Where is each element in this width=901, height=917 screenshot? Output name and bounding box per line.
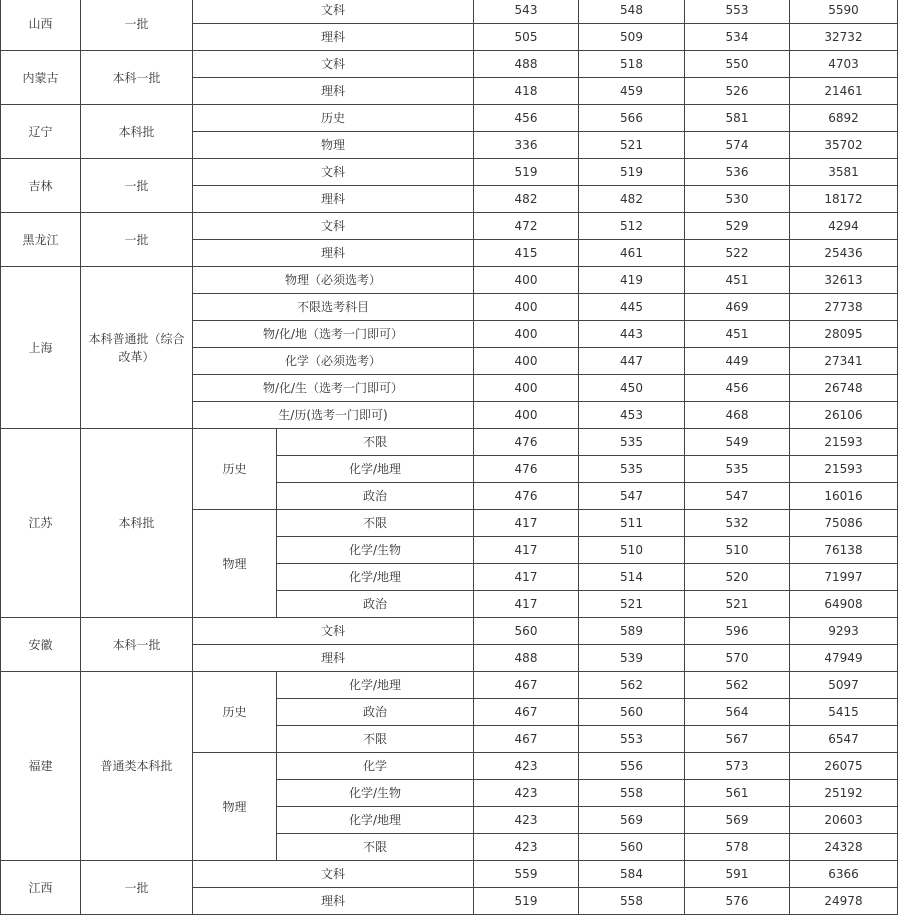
province-cell: 江苏 xyxy=(1,429,81,618)
table-row xyxy=(1,159,898,186)
min-score-cell: 559 xyxy=(474,861,579,888)
max-score-cell: 469 xyxy=(685,294,790,321)
rank-cell: 26748 xyxy=(790,375,898,402)
batch-cell: 本科一批 xyxy=(81,51,193,105)
rank-cell: 64908 xyxy=(790,591,898,618)
rank-cell: 6892 xyxy=(790,105,898,132)
rank-cell: 5590 xyxy=(790,0,898,24)
avg-score-cell: 519 xyxy=(579,159,685,186)
subject-cell: 文科 xyxy=(193,159,474,186)
max-score-cell: 526 xyxy=(685,78,790,105)
batch-cell: 本科批 xyxy=(81,105,193,159)
rank-cell: 24978 xyxy=(790,888,898,915)
max-score-cell: 451 xyxy=(685,267,790,294)
rank-cell: 27738 xyxy=(790,294,898,321)
avg-score-cell: 450 xyxy=(579,375,685,402)
province-cell: 山西 xyxy=(1,0,81,51)
rank-cell: 18172 xyxy=(790,186,898,213)
min-score-cell: 519 xyxy=(474,159,579,186)
avg-score-cell: 556 xyxy=(579,753,685,780)
subject-cell: 物/化/生（选考一门即可） xyxy=(193,375,474,402)
batch-cell: 一批 xyxy=(81,159,193,213)
elective-cell: 化学/地理 xyxy=(277,807,474,834)
avg-score-cell: 518 xyxy=(579,51,685,78)
elective-cell: 不限 xyxy=(277,429,474,456)
min-score-cell: 505 xyxy=(474,24,579,51)
avg-score-cell: 548 xyxy=(579,0,685,24)
avg-score-cell: 562 xyxy=(579,672,685,699)
min-score-cell: 560 xyxy=(474,618,579,645)
rank-cell: 32732 xyxy=(790,24,898,51)
province-cell: 内蒙古 xyxy=(1,51,81,105)
rank-cell: 35702 xyxy=(790,132,898,159)
subject-cell: 化学（必须选考） xyxy=(193,348,474,375)
subject-cell: 文科 xyxy=(193,861,474,888)
province-cell: 辽宁 xyxy=(1,105,81,159)
batch-cell: 本科普通批（综合改革） xyxy=(81,267,193,429)
min-score-cell: 418 xyxy=(474,78,579,105)
subject-cell: 不限选考科目 xyxy=(193,294,474,321)
elective-cell: 政治 xyxy=(277,591,474,618)
rank-cell: 26075 xyxy=(790,753,898,780)
min-score-cell: 417 xyxy=(474,510,579,537)
max-score-cell: 451 xyxy=(685,321,790,348)
max-score-cell: 449 xyxy=(685,348,790,375)
avg-score-cell: 447 xyxy=(579,348,685,375)
min-score-cell: 400 xyxy=(474,321,579,348)
subject-group-cell: 物理 xyxy=(193,510,277,618)
min-score-cell: 423 xyxy=(474,807,579,834)
min-score-cell: 400 xyxy=(474,348,579,375)
subject-cell: 文科 xyxy=(193,213,474,240)
province-cell: 安徽 xyxy=(1,618,81,672)
rank-cell: 6547 xyxy=(790,726,898,753)
avg-score-cell: 553 xyxy=(579,726,685,753)
rank-cell: 4294 xyxy=(790,213,898,240)
avg-score-cell: 419 xyxy=(579,267,685,294)
max-score-cell: 591 xyxy=(685,861,790,888)
max-score-cell: 581 xyxy=(685,105,790,132)
elective-cell: 化学/生物 xyxy=(277,537,474,564)
max-score-cell: 567 xyxy=(685,726,790,753)
avg-score-cell: 521 xyxy=(579,132,685,159)
elective-cell: 化学/生物 xyxy=(277,780,474,807)
rank-cell: 71997 xyxy=(790,564,898,591)
rank-cell: 21593 xyxy=(790,456,898,483)
min-score-cell: 415 xyxy=(474,240,579,267)
min-score-cell: 417 xyxy=(474,591,579,618)
province-cell: 福建 xyxy=(1,672,81,861)
rank-cell: 21593 xyxy=(790,429,898,456)
max-score-cell: 549 xyxy=(685,429,790,456)
avg-score-cell: 569 xyxy=(579,807,685,834)
rank-cell: 21461 xyxy=(790,78,898,105)
avg-score-cell: 589 xyxy=(579,618,685,645)
min-score-cell: 476 xyxy=(474,429,579,456)
max-score-cell: 564 xyxy=(685,699,790,726)
table-row xyxy=(1,267,898,294)
max-score-cell: 468 xyxy=(685,402,790,429)
max-score-cell: 529 xyxy=(685,213,790,240)
province-cell: 上海 xyxy=(1,267,81,429)
subject-cell: 理科 xyxy=(193,240,474,267)
rank-cell: 76138 xyxy=(790,537,898,564)
elective-cell: 不限 xyxy=(277,726,474,753)
min-score-cell: 423 xyxy=(474,753,579,780)
avg-score-cell: 558 xyxy=(579,780,685,807)
table-row xyxy=(1,0,898,24)
min-score-cell: 400 xyxy=(474,294,579,321)
avg-score-cell: 539 xyxy=(579,645,685,672)
subject-cell: 理科 xyxy=(193,24,474,51)
subject-cell: 理科 xyxy=(193,888,474,915)
max-score-cell: 520 xyxy=(685,564,790,591)
min-score-cell: 543 xyxy=(474,0,579,24)
max-score-cell: 550 xyxy=(685,51,790,78)
elective-cell: 化学 xyxy=(277,753,474,780)
rank-cell: 75086 xyxy=(790,510,898,537)
elective-cell: 政治 xyxy=(277,483,474,510)
rank-cell: 25192 xyxy=(790,780,898,807)
batch-cell: 本科一批 xyxy=(81,618,193,672)
batch-cell: 一批 xyxy=(81,213,193,267)
min-score-cell: 482 xyxy=(474,186,579,213)
avg-score-cell: 482 xyxy=(579,186,685,213)
rank-cell: 16016 xyxy=(790,483,898,510)
max-score-cell: 578 xyxy=(685,834,790,861)
subject-cell: 理科 xyxy=(193,645,474,672)
table-body xyxy=(1,0,898,915)
rank-cell: 20603 xyxy=(790,807,898,834)
max-score-cell: 576 xyxy=(685,888,790,915)
max-score-cell: 573 xyxy=(685,753,790,780)
min-score-cell: 456 xyxy=(474,105,579,132)
elective-cell: 不限 xyxy=(277,510,474,537)
max-score-cell: 536 xyxy=(685,159,790,186)
table-row xyxy=(1,861,898,888)
avg-score-cell: 459 xyxy=(579,78,685,105)
batch-cell: 普通类本科批 xyxy=(81,672,193,861)
rank-cell: 47949 xyxy=(790,645,898,672)
elective-cell: 政治 xyxy=(277,699,474,726)
rank-cell: 24328 xyxy=(790,834,898,861)
subject-cell: 文科 xyxy=(193,618,474,645)
table-row xyxy=(1,51,898,78)
max-score-cell: 553 xyxy=(685,0,790,24)
rank-cell: 32613 xyxy=(790,267,898,294)
max-score-cell: 596 xyxy=(685,618,790,645)
avg-score-cell: 547 xyxy=(579,483,685,510)
max-score-cell: 522 xyxy=(685,240,790,267)
elective-cell: 化学/地理 xyxy=(277,564,474,591)
table-row xyxy=(1,213,898,240)
avg-score-cell: 443 xyxy=(579,321,685,348)
min-score-cell: 423 xyxy=(474,780,579,807)
min-score-cell: 423 xyxy=(474,834,579,861)
max-score-cell: 547 xyxy=(685,483,790,510)
min-score-cell: 467 xyxy=(474,699,579,726)
max-score-cell: 574 xyxy=(685,132,790,159)
avg-score-cell: 535 xyxy=(579,429,685,456)
max-score-cell: 521 xyxy=(685,591,790,618)
max-score-cell: 561 xyxy=(685,780,790,807)
max-score-cell: 510 xyxy=(685,537,790,564)
min-score-cell: 400 xyxy=(474,267,579,294)
avg-score-cell: 566 xyxy=(579,105,685,132)
min-score-cell: 417 xyxy=(474,537,579,564)
province-cell: 吉林 xyxy=(1,159,81,213)
subject-group-cell: 历史 xyxy=(193,429,277,510)
elective-cell: 不限 xyxy=(277,834,474,861)
min-score-cell: 472 xyxy=(474,213,579,240)
subject-group-cell: 历史 xyxy=(193,672,277,753)
subject-cell: 理科 xyxy=(193,78,474,105)
avg-score-cell: 535 xyxy=(579,456,685,483)
min-score-cell: 417 xyxy=(474,564,579,591)
subject-cell: 理科 xyxy=(193,186,474,213)
avg-score-cell: 445 xyxy=(579,294,685,321)
min-score-cell: 336 xyxy=(474,132,579,159)
min-score-cell: 400 xyxy=(474,402,579,429)
max-score-cell: 535 xyxy=(685,456,790,483)
subject-cell: 物理 xyxy=(193,132,474,159)
table-row xyxy=(1,429,898,456)
min-score-cell: 519 xyxy=(474,888,579,915)
rank-cell: 5415 xyxy=(790,699,898,726)
max-score-cell: 530 xyxy=(685,186,790,213)
subject-cell: 文科 xyxy=(193,0,474,24)
table-row xyxy=(1,618,898,645)
min-score-cell: 467 xyxy=(474,672,579,699)
avg-score-cell: 509 xyxy=(579,24,685,51)
max-score-cell: 534 xyxy=(685,24,790,51)
min-score-cell: 400 xyxy=(474,375,579,402)
subject-cell: 物/化/地（选考一门即可） xyxy=(193,321,474,348)
subject-cell: 物理（必须选考） xyxy=(193,267,474,294)
avg-score-cell: 511 xyxy=(579,510,685,537)
avg-score-cell: 453 xyxy=(579,402,685,429)
min-score-cell: 488 xyxy=(474,645,579,672)
subject-cell: 生/历(选考一门即可) xyxy=(193,402,474,429)
batch-cell: 本科批 xyxy=(81,429,193,618)
rank-cell: 9293 xyxy=(790,618,898,645)
avg-score-cell: 461 xyxy=(579,240,685,267)
rank-cell: 6366 xyxy=(790,861,898,888)
avg-score-cell: 584 xyxy=(579,861,685,888)
batch-cell: 一批 xyxy=(81,861,193,915)
avg-score-cell: 558 xyxy=(579,888,685,915)
avg-score-cell: 512 xyxy=(579,213,685,240)
avg-score-cell: 560 xyxy=(579,834,685,861)
min-score-cell: 488 xyxy=(474,51,579,78)
avg-score-cell: 514 xyxy=(579,564,685,591)
max-score-cell: 562 xyxy=(685,672,790,699)
rank-cell: 3581 xyxy=(790,159,898,186)
elective-cell: 化学/地理 xyxy=(277,456,474,483)
rank-cell: 28095 xyxy=(790,321,898,348)
rank-cell: 25436 xyxy=(790,240,898,267)
rank-cell: 26106 xyxy=(790,402,898,429)
elective-cell: 化学/地理 xyxy=(277,672,474,699)
rank-cell: 27341 xyxy=(790,348,898,375)
subject-cell: 文科 xyxy=(193,51,474,78)
avg-score-cell: 510 xyxy=(579,537,685,564)
subject-group-cell: 物理 xyxy=(193,753,277,861)
rank-cell: 5097 xyxy=(790,672,898,699)
avg-score-cell: 560 xyxy=(579,699,685,726)
table-row xyxy=(1,672,898,699)
table-row xyxy=(1,105,898,132)
max-score-cell: 456 xyxy=(685,375,790,402)
rank-cell: 4703 xyxy=(790,51,898,78)
max-score-cell: 569 xyxy=(685,807,790,834)
avg-score-cell: 521 xyxy=(579,591,685,618)
max-score-cell: 532 xyxy=(685,510,790,537)
max-score-cell: 570 xyxy=(685,645,790,672)
min-score-cell: 467 xyxy=(474,726,579,753)
min-score-cell: 476 xyxy=(474,483,579,510)
province-cell: 江西 xyxy=(1,861,81,915)
min-score-cell: 476 xyxy=(474,456,579,483)
province-cell: 黑龙江 xyxy=(1,213,81,267)
batch-cell: 一批 xyxy=(81,0,193,51)
subject-cell: 历史 xyxy=(193,105,474,132)
